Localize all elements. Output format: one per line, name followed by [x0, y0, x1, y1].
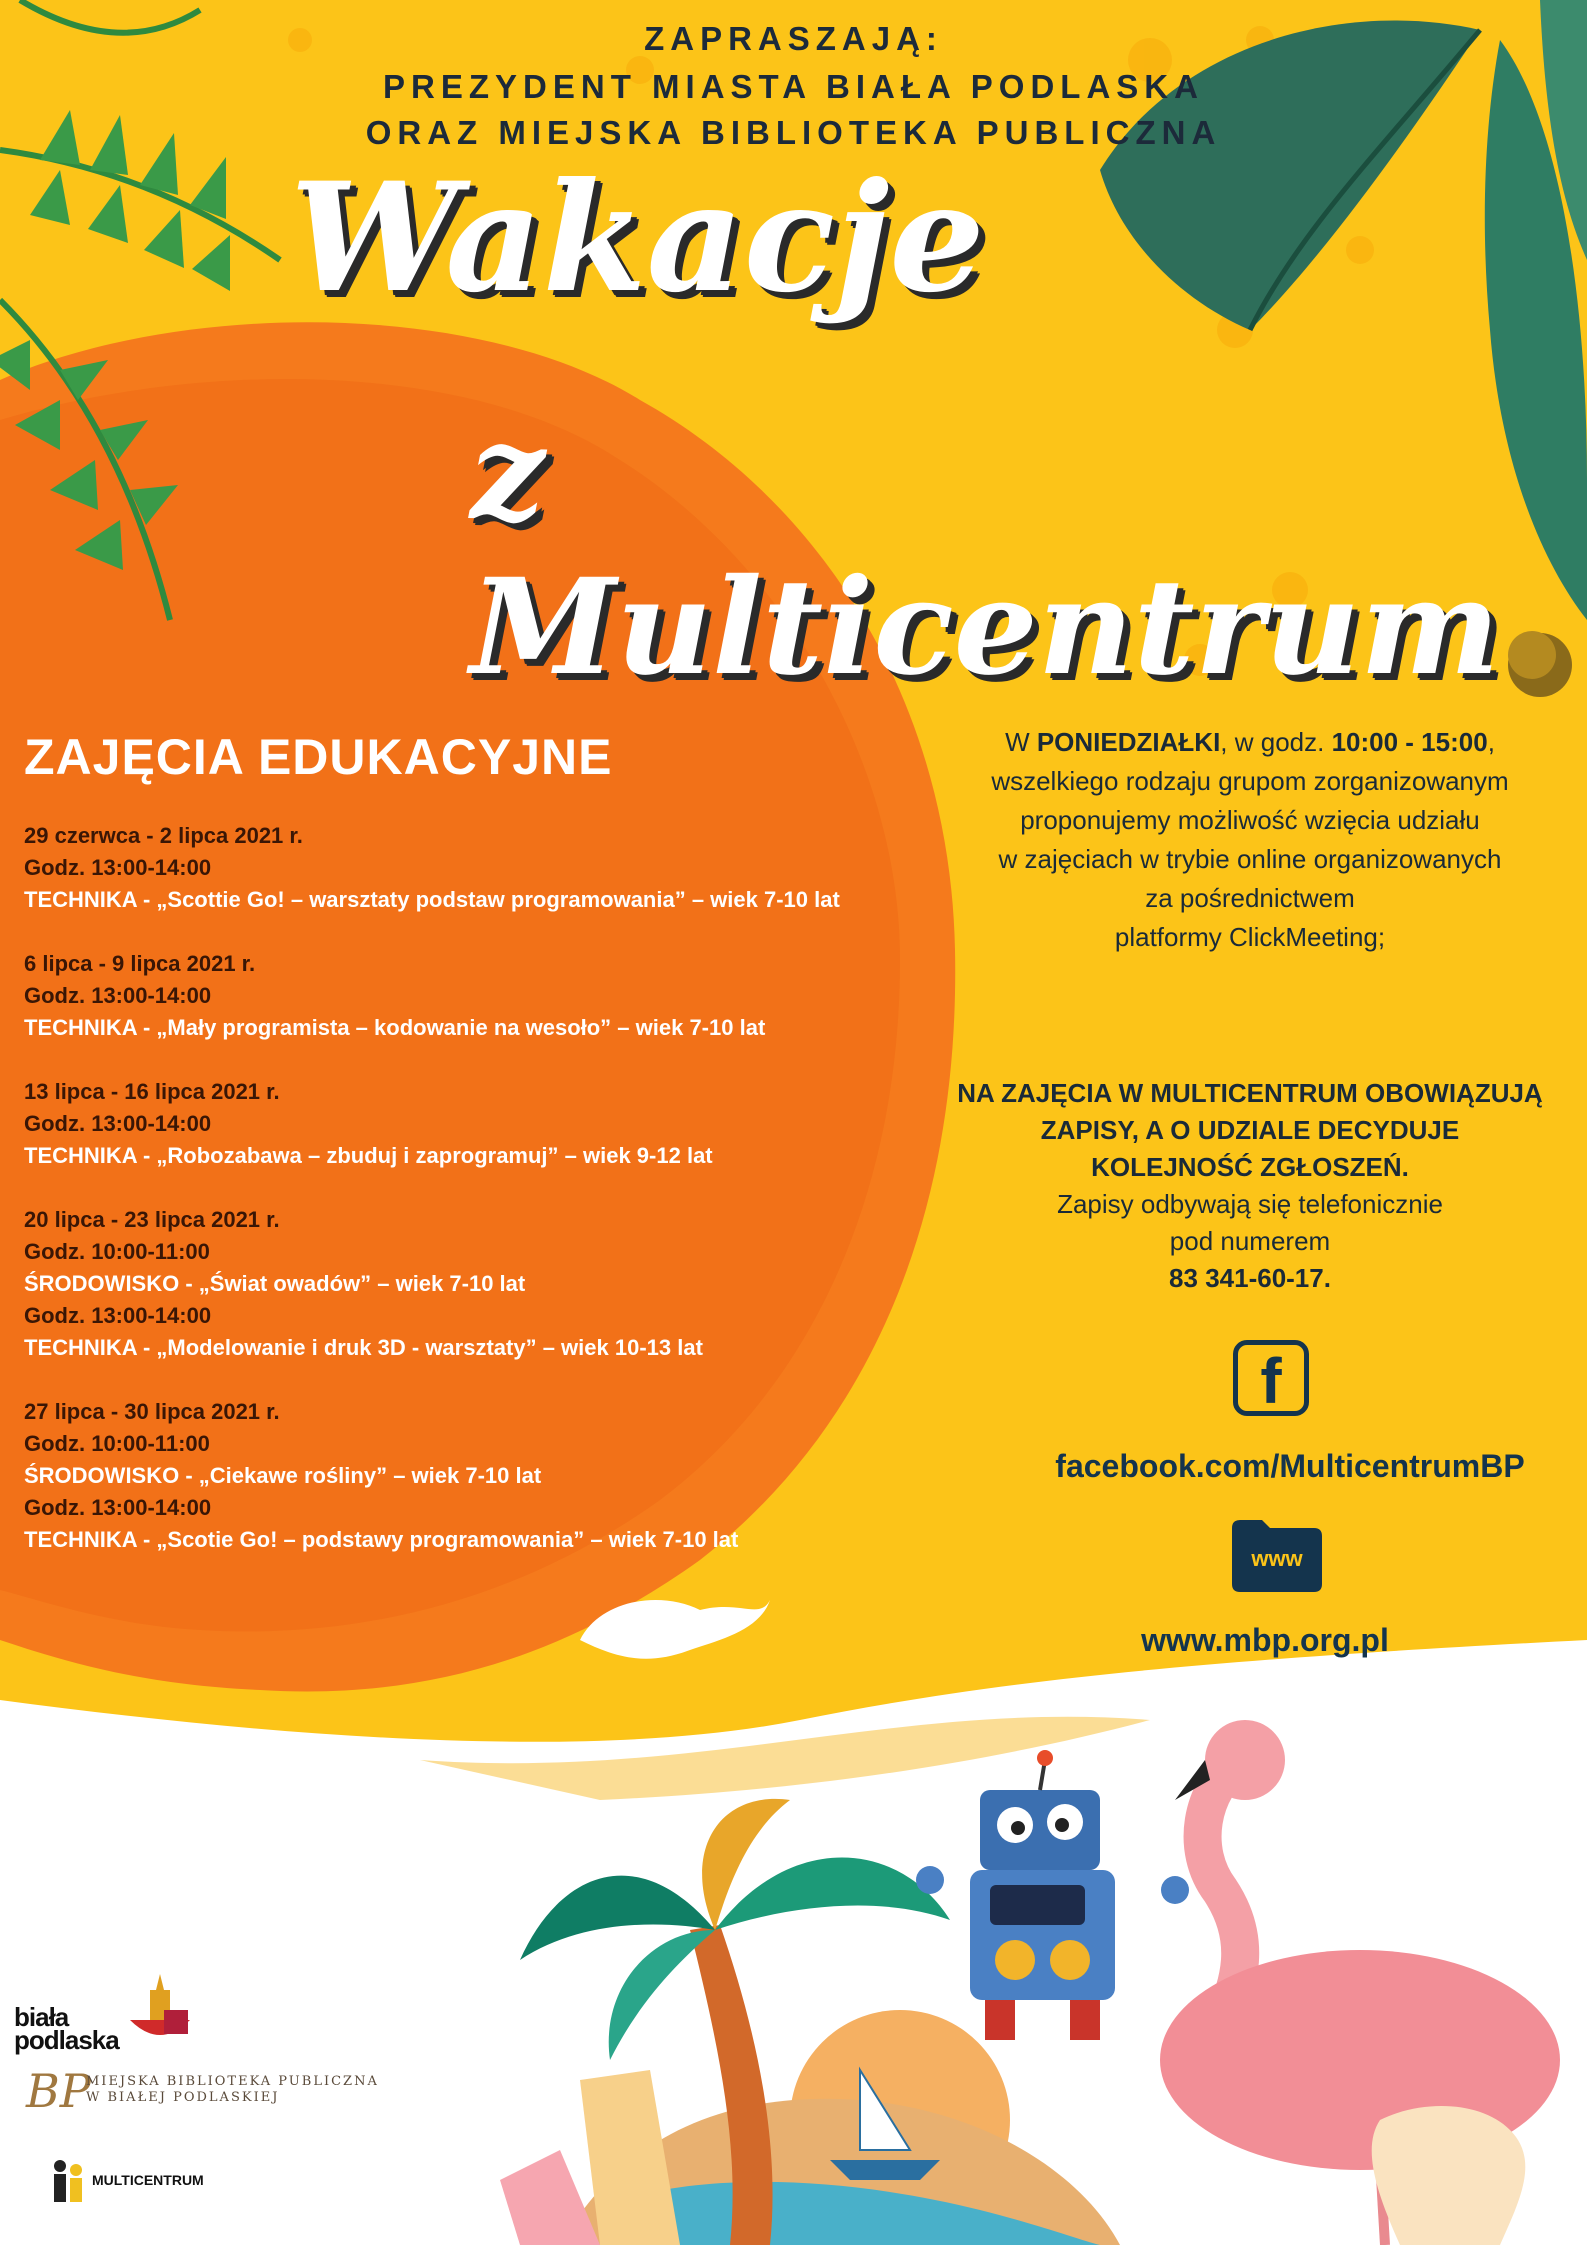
schedule-line: Godz. 13:00-14:00	[24, 1111, 212, 1136]
info-reg-line: pod numerem	[1169, 1226, 1331, 1256]
schedule-line: Godz. 10:00-11:00	[24, 1431, 210, 1456]
city-logo	[14, 2002, 124, 2055]
info-bold: 10:00 - 15:00	[1331, 727, 1488, 757]
multicentrum-logo	[40, 2152, 210, 2208]
info-online-line: proponujemy możliwość wzięcia udziału	[1020, 805, 1480, 835]
schedule-block	[24, 1204, 924, 1364]
library-logo-line-1: MIEJSKA BIBLIOTEKA PUBLICZNA	[86, 2074, 379, 2089]
header-line-1: ZAPRASZAJĄ:	[644, 20, 943, 57]
schedule-line: ŚRODOWISKO - „Świat owadów” – wiek 7-10 lat	[24, 1271, 526, 1296]
schedule-line: TECHNIKA - „Scotie Go! – podstawy programowania” – wiek 7-10 lat	[24, 1527, 739, 1552]
info-online-line: platformy ClickMeeting;	[1114, 922, 1386, 952]
schedule-date: 29 czerwca - 2 lipca 2021 r.	[24, 823, 303, 848]
multicentrum-logo-text: MULTICENTRUM	[92, 2172, 204, 2188]
info-text: , w godz.	[1220, 727, 1332, 757]
library-logo-text	[86, 2074, 379, 2106]
schedule-date: 27 lipca - 30 lipca 2021 r.	[24, 1399, 280, 1424]
schedule-date: 6 lipca - 9 lipca 2021 r.	[24, 951, 256, 976]
schedule-list	[24, 820, 924, 1588]
title-line-2: z Multicentrum	[470, 395, 1500, 705]
info-reg-bold: NA ZAJĘCIA W MULTICENTRUM OBOWIĄZUJĄ	[957, 1078, 1543, 1108]
info-online	[920, 723, 1580, 957]
facebook-glyph: f	[1260, 1345, 1282, 1417]
phone-number[interactable]: 83 341-60-17.	[1169, 1263, 1331, 1293]
schedule-block	[24, 1396, 924, 1556]
library-logo-line-2: W BIAŁEJ PODLASKIEJ	[86, 2090, 280, 2105]
invite-footer: ZAPRASZAMY!	[26, 1841, 372, 1893]
schedule-block	[24, 1076, 924, 1172]
www-glyph: www	[1251, 1546, 1303, 1571]
schedule-line: TECHNIKA - „Scottie Go! – warsztaty podstaw programowania” – wiek 7-10 lat	[24, 887, 840, 912]
library-logo-mark: BP	[26, 2064, 91, 2118]
schedule-date: 13 lipca - 16 lipca 2021 r.	[24, 1079, 280, 1104]
info-registration	[920, 1075, 1580, 1297]
info-reg-bold: ZAPISY, A O UDZIALE DECYDUJE	[1040, 1115, 1460, 1145]
schedule-line: TECHNIKA - „Robozabawa – zbuduj i zaprogramuj” – wiek 9-12 lat	[24, 1143, 713, 1168]
schedule-block	[24, 820, 924, 916]
facebook-icon[interactable]	[1233, 1340, 1309, 1416]
header-line-2: PREZYDENT MIASTA BIAŁA PODLASKA	[383, 68, 1204, 105]
schedule-line: ŚRODOWISKO - „Ciekawe rośliny” – wiek 7-10 lat	[24, 1463, 542, 1488]
city-crest-icon	[120, 1970, 200, 2050]
info-text: W	[1005, 727, 1037, 757]
schedule-line: Godz. 13:00-14:00	[24, 1495, 212, 1520]
info-online-line: wszelkiego rodzaju grupom zorganizowanym	[991, 766, 1509, 796]
multicentrum-logo-icon	[46, 2156, 90, 2206]
schedule-date: 20 lipca - 23 lipca 2021 r.	[24, 1207, 280, 1232]
title-line-1: Wakacje	[290, 150, 985, 326]
facebook-link[interactable]: facebook.com/MulticentrumBP	[1055, 1448, 1525, 1484]
city-logo-line-2: podlaska	[14, 2025, 119, 2055]
info-text: ,	[1487, 727, 1495, 757]
www-folder-icon[interactable]	[1232, 1520, 1322, 1592]
info-reg-line: Zapisy odbywają się telefonicznie	[1057, 1189, 1443, 1219]
header-line-3: ORAZ MIEJSKA BIBLIOTEKA PUBLICZNA	[365, 114, 1222, 151]
schedule-line: Godz. 13:00-14:00	[24, 983, 212, 1008]
schedule-line: TECHNIKA - „Mały programista – kodowanie na wesoło” – wiek 7-10 lat	[24, 1015, 766, 1040]
schedule-line: TECHNIKA - „Modelowanie i druk 3D - warsztaty” – wiek 10-13 lat	[24, 1335, 703, 1360]
website-link[interactable]: www.mbp.org.pl	[1141, 1622, 1389, 1658]
info-bold: PONIEDZIAŁKI	[1036, 727, 1221, 757]
info-online-line: za pośrednictwem	[1145, 883, 1355, 913]
section-title: ZAJĘCIA EDUKACYJNE	[24, 729, 613, 785]
schedule-line: Godz. 10:00-11:00	[24, 1239, 210, 1264]
schedule-line: Godz. 13:00-14:00	[24, 1303, 212, 1328]
info-online-line-1	[920, 723, 1580, 762]
schedule-block	[24, 948, 924, 1044]
city-logo-line-1: biała	[14, 2002, 69, 2032]
schedule-line: Godz. 13:00-14:00	[24, 855, 212, 880]
info-reg-bold: KOLEJNOŚĆ ZGŁOSZEŃ.	[1091, 1152, 1409, 1182]
info-online-line: w zajęciach w trybie online organizowanych	[998, 844, 1502, 874]
